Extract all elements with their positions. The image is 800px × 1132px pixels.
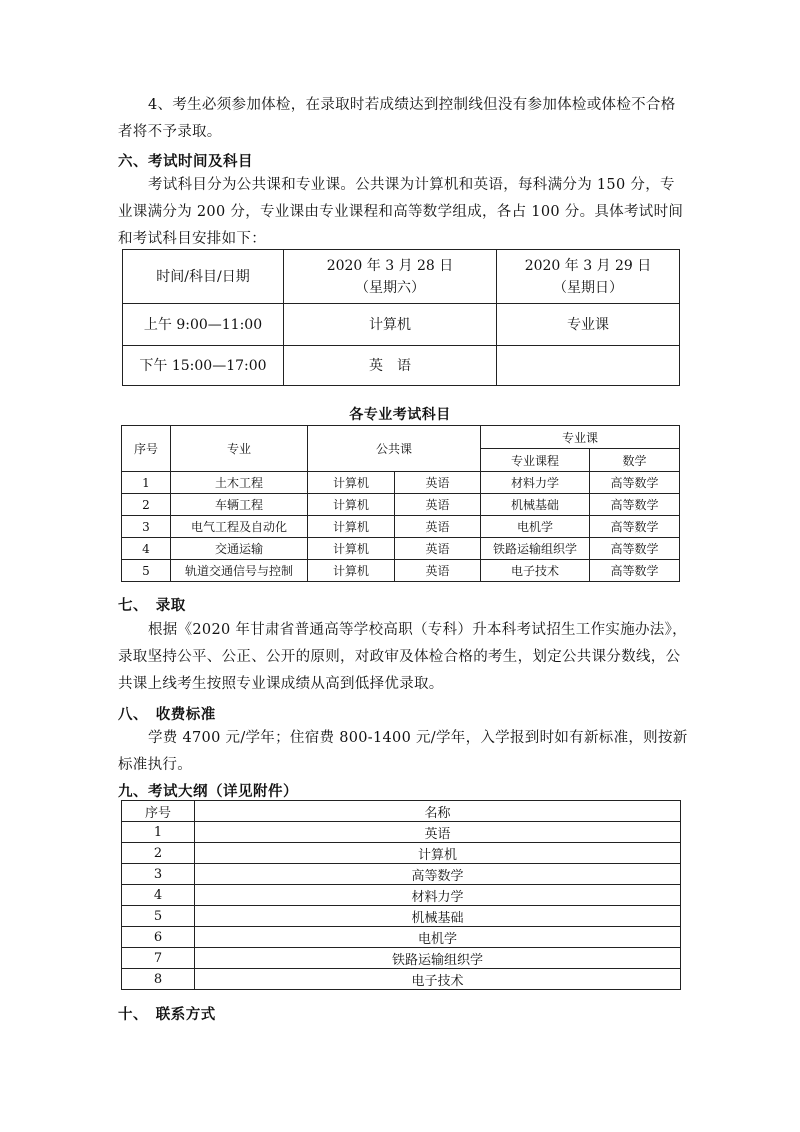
section-6-paragraph: 考试科目分为公共课和专业课。公共课为计算机和英语，每科满分为 150 分，专业课满分为 200 分，专业课由专业课程和高等数学组成，各占 100 分。具体考试时间和考试科目安排如下：	[118, 177, 684, 247]
section-9-heading: 九、考试大纲（详见附件）	[118, 784, 298, 800]
exam-schedule-table	[122, 249, 680, 386]
section-7-paragraph: 根据《2020 年甘肃省普通高等学校高职（专科）升本科考试招生工作实施办法》，录取坚持公平、公正、公开的原则，对政审及体检合格的考生，划定公共课分数线，公共课上线考生按照专业课成绩从高到低择优录取。	[118, 622, 687, 692]
table-row	[123, 346, 680, 386]
table-cell: 英语	[395, 538, 481, 560]
table-row	[123, 304, 680, 346]
table-cell: 英语	[195, 822, 681, 843]
table-cell: 计算机	[284, 304, 497, 346]
table-cell: 5	[122, 906, 195, 927]
table-row	[122, 969, 681, 990]
table-row	[122, 948, 681, 969]
table-cell: 高等数学	[590, 516, 680, 538]
table-cell: 计算机	[195, 843, 681, 864]
section-10-heading: 十、 联系方式	[118, 1007, 216, 1023]
table-cell: 2	[122, 494, 171, 516]
header-no: 序号	[122, 426, 171, 472]
table-row	[122, 538, 680, 560]
table-cell: 交通运输	[171, 538, 308, 560]
header-prof-course: 专业课程	[481, 449, 590, 472]
schedule-header-cell: 时间/科目/日期	[123, 250, 284, 304]
section-8-paragraph: 学费 4700 元/学年；住宿费 800-1400 元/学年，入学报到时如有新标准，则按新标准执行。	[118, 730, 688, 773]
table-cell: 铁路运输组织学	[481, 538, 590, 560]
major-subjects-table	[121, 425, 680, 582]
header-public-course: 公共课	[308, 426, 481, 472]
exam-outline-table	[121, 800, 681, 990]
table-cell: 计算机	[308, 494, 395, 516]
table-cell: 1	[122, 822, 195, 843]
table-cell: 材料力学	[195, 885, 681, 906]
health-check-paragraph: 4、考生必须参加体检，在录取时若成绩达到控制线但没有参加体检或体检不合格者将不予录取。	[118, 97, 676, 140]
schedule-weekday: （星期日）	[553, 279, 623, 296]
schedule-weekday: （星期六）	[355, 279, 425, 296]
table-cell: 4	[122, 885, 195, 906]
table-cell: 电机学	[195, 927, 681, 948]
table-cell: 计算机	[308, 472, 395, 494]
table-cell: 高等数学	[590, 494, 680, 516]
table-cell: 英 语	[284, 346, 497, 386]
table-row	[122, 472, 680, 494]
header-no: 序号	[122, 801, 195, 822]
table-cell: 3	[122, 516, 171, 538]
schedule-header-cell	[284, 250, 497, 304]
table-cell: 材料力学	[481, 472, 590, 494]
table-cell: 计算机	[308, 560, 395, 582]
table-cell: 英语	[395, 516, 481, 538]
table-row	[122, 906, 681, 927]
table-row	[122, 885, 681, 906]
table-cell: 土木工程	[171, 472, 308, 494]
table-row	[122, 494, 680, 516]
section-8-heading: 八、 收费标准	[118, 707, 216, 723]
header-major: 专业	[171, 426, 308, 472]
table-cell: 3	[122, 864, 195, 885]
subjects-table-title: 各专业考试科目	[349, 407, 451, 423]
table-row	[122, 560, 680, 582]
table-cell: 电子技术	[195, 969, 681, 990]
table-cell: 上午 9:00—11:00	[123, 304, 284, 346]
table-row	[122, 516, 680, 538]
table-row	[122, 843, 681, 864]
table-cell: 6	[122, 927, 195, 948]
table-cell: 8	[122, 969, 195, 990]
table-cell: 2	[122, 843, 195, 864]
table-row	[122, 864, 681, 885]
table-cell: 高等数学	[590, 472, 680, 494]
table-cell: 4	[122, 538, 171, 560]
header-name: 名称	[195, 801, 681, 822]
table-cell: 英语	[395, 560, 481, 582]
schedule-date: 2020 年 3 月 29 日	[524, 257, 652, 274]
table-cell: 高等数学	[590, 538, 680, 560]
table-cell: 铁路运输组织学	[195, 948, 681, 969]
table-cell: 高等数学	[590, 560, 680, 582]
section-7-heading: 七、 录取	[118, 598, 186, 614]
table-cell: 机械基础	[195, 906, 681, 927]
schedule-date: 2020 年 3 月 28 日	[326, 257, 454, 274]
table-cell: 电子技术	[481, 560, 590, 582]
section-6-heading: 六、考试时间及科目	[118, 154, 253, 170]
table-cell: 车辆工程	[171, 494, 308, 516]
header-professional-course: 专业课	[481, 426, 680, 449]
table-cell: 5	[122, 560, 171, 582]
table-cell: 英语	[395, 494, 481, 516]
table-cell: 高等数学	[195, 864, 681, 885]
table-cell: 电机学	[481, 516, 590, 538]
table-cell: 1	[122, 472, 171, 494]
table-cell: 英语	[395, 472, 481, 494]
table-row	[122, 927, 681, 948]
schedule-header-cell	[497, 250, 680, 304]
header-math: 数学	[590, 449, 680, 472]
table-cell: 专业课	[497, 304, 680, 346]
table-cell: 下午 15:00—17:00	[123, 346, 284, 386]
table-cell: 计算机	[308, 538, 395, 560]
table-cell: 电气工程及自动化	[171, 516, 308, 538]
table-cell: 机械基础	[481, 494, 590, 516]
table-cell	[497, 346, 680, 386]
table-cell: 7	[122, 948, 195, 969]
table-cell: 轨道交通信号与控制	[171, 560, 308, 582]
table-cell: 计算机	[308, 516, 395, 538]
table-row	[122, 822, 681, 843]
